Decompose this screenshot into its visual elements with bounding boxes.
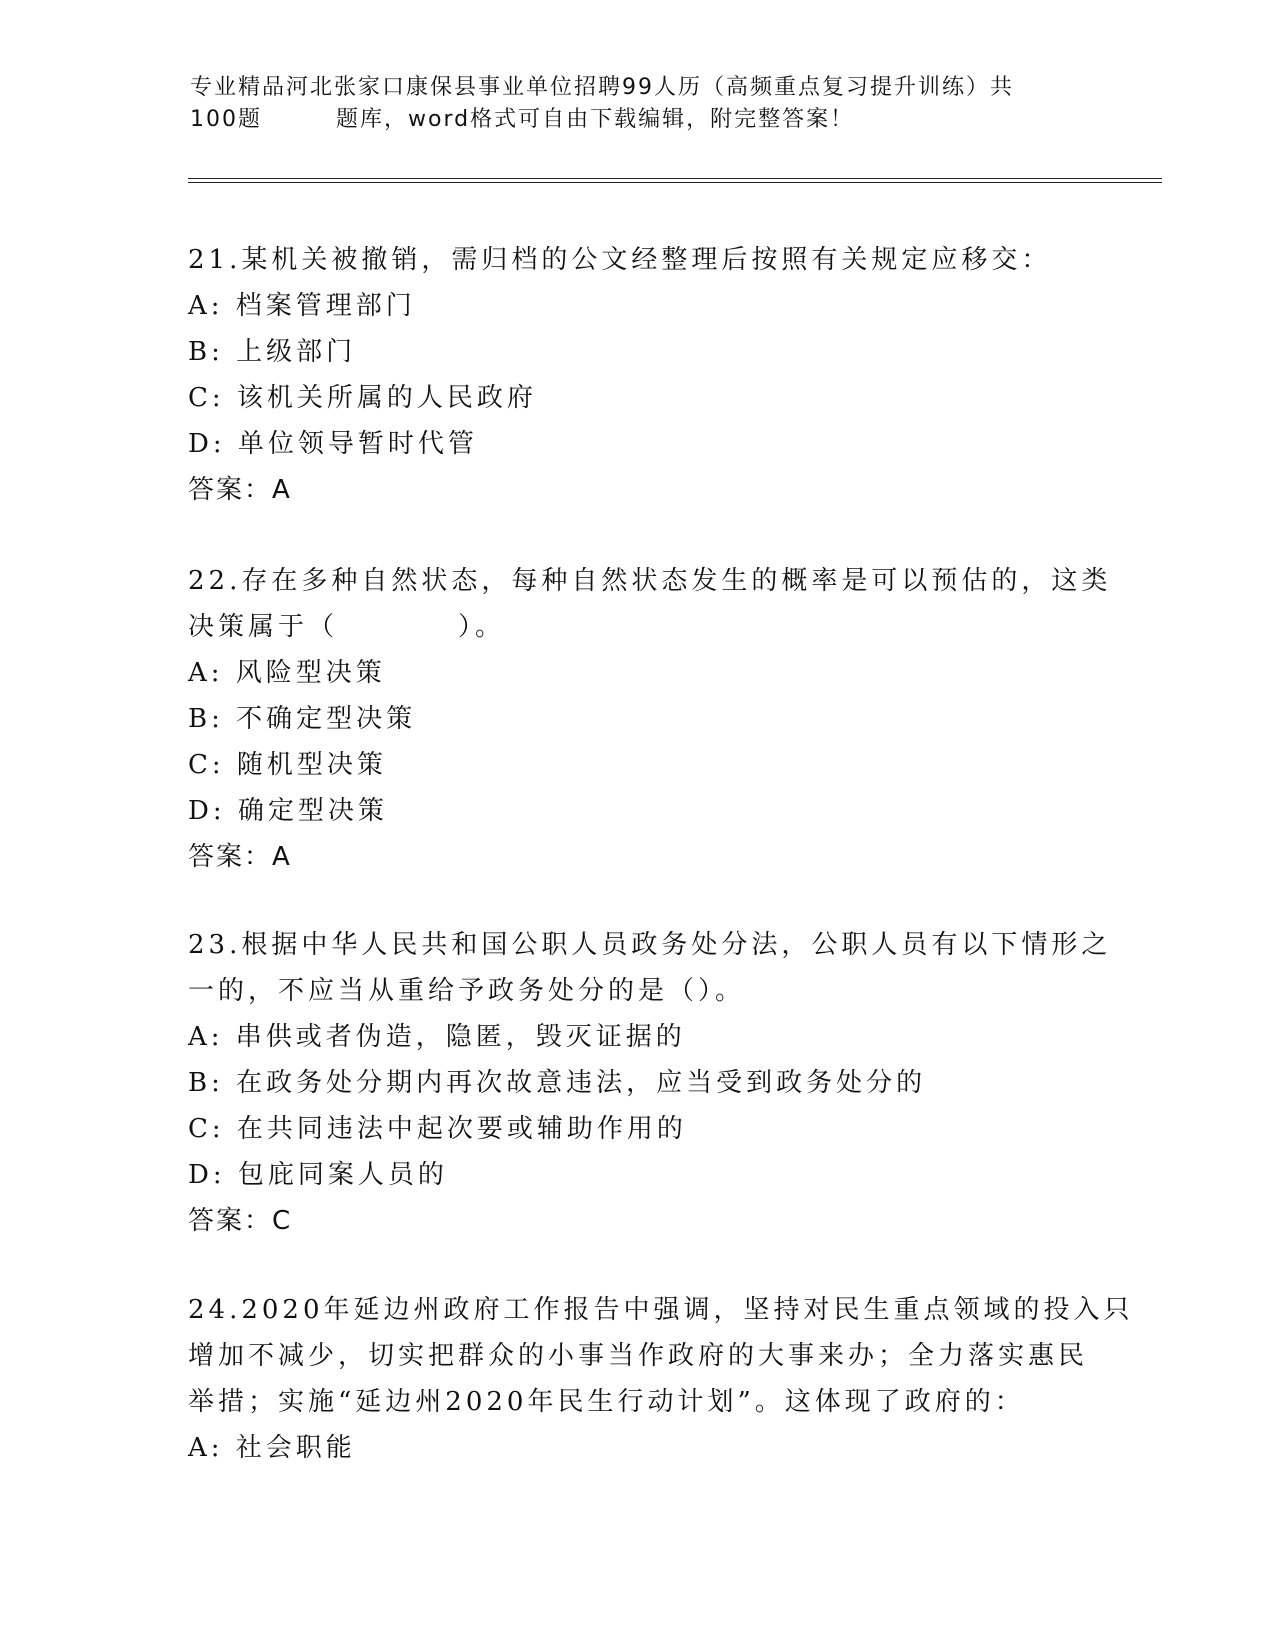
header-title-line1: 专业精品河北张家口康保县事业单位招聘99人历（高频重点复习提升训练）共 (190, 75, 1014, 100)
header-title-line2 (190, 104, 1090, 136)
option-c: C: 随机型决策 (188, 750, 387, 780)
option-a: A: 串供或者伪造，隐匿，毁灭证据的 (188, 1022, 686, 1052)
question-stem: 举措；实施“延边州2020年民生行动计划”。这体现了政府的： (188, 1387, 1025, 1417)
option-b: B: 上级部门 (188, 337, 357, 367)
question-stem: 22.存在多种自然状态，每种自然状态发生的概率是可以预估的，这类 (188, 566, 1112, 596)
option-a: A: 社会职能 (188, 1433, 356, 1463)
question-stem: 23.根据中华人民共和国公职人员政务处分法，公职人员有以下情形之 (188, 930, 1112, 960)
question-stem: 一的，不应当从重给予政务处分的是（）。 (188, 976, 746, 1006)
question-stem: 决策属于（ ）。 (188, 612, 506, 642)
option-b: B: 不确定型决策 (188, 704, 417, 734)
question-stem: 21.某机关被撤销，需归档的公文经整理后按照有关规定应移交： (188, 245, 1052, 275)
option-b: B: 在政务处分期内再次故意违法，应当受到政务处分的 (188, 1068, 927, 1098)
question-stem: 24.2020年延边州政府工作报告中强调，坚持对民生重点领域的投入只 (188, 1295, 1134, 1325)
option-a: A: 风险型决策 (188, 658, 386, 688)
option-d: D: 单位领导暂时代管 (188, 429, 478, 459)
answer-label: 答案：C (188, 1206, 293, 1236)
header-divider-top (188, 178, 1162, 179)
header-count: 100题 (190, 107, 262, 132)
answer-label: 答案：A (188, 842, 292, 872)
option-d: D: 包庇同案人员的 (188, 1160, 448, 1190)
option-c: C: 该机关所属的人民政府 (188, 383, 537, 413)
question-24 (188, 1287, 1134, 1471)
option-c: C: 在共同违法中起次要或辅助作用的 (188, 1114, 687, 1144)
header-divider-bottom (188, 182, 1162, 183)
option-a: A: 档案管理部门 (188, 291, 416, 321)
question-stem: 增加不减少，切实把群众的小事当作政府的大事来办；全力落实惠民 (188, 1341, 1089, 1371)
document-header (190, 72, 1090, 136)
question-21 (188, 237, 1088, 513)
header-subtitle: 题库，word格式可自由下载编辑，附完整答案！ (336, 107, 855, 132)
option-d: D: 确定型决策 (188, 796, 388, 826)
question-22 (188, 558, 1112, 880)
answer-label: 答案：A (188, 475, 292, 505)
question-23 (188, 922, 1112, 1244)
